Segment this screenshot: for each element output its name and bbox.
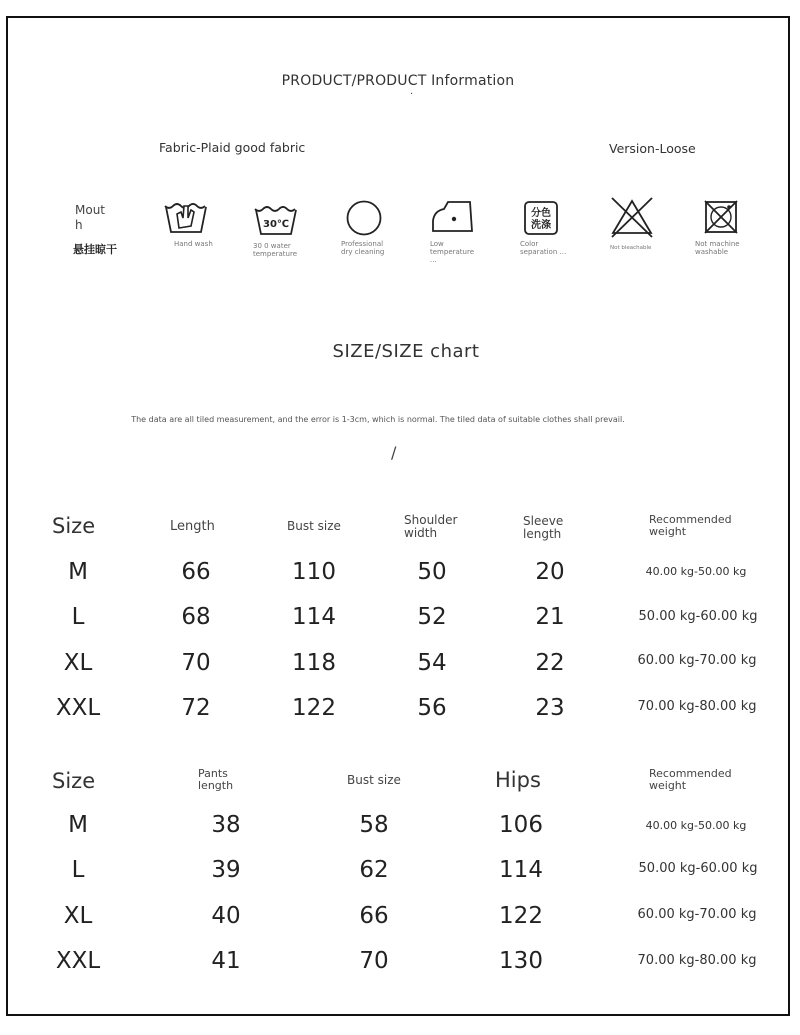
bottom-header-hips: Hips	[495, 768, 541, 792]
not-machine-washable-icon	[703, 199, 739, 235]
hand-wash-label: Hand wash	[174, 240, 213, 248]
not-machine-washable-label: Not machine washable	[695, 240, 740, 256]
bottom-header-size: Size	[52, 769, 96, 793]
bottom-cell-bust: 66	[359, 903, 389, 929]
bottom-cell-weight: 50.00 kg-60.00 kg	[638, 861, 758, 876]
bottom-cell-weight: 60.00 kg-70.00 kg	[637, 907, 757, 922]
size-chart-title: SIZE/SIZE chart	[332, 341, 480, 362]
bottom-header-bust: Bust size	[347, 773, 401, 787]
bottom-cell-bust: 58	[359, 812, 389, 838]
water-temperature-text: 30℃	[262, 219, 290, 230]
top-cell-length: 72	[181, 695, 211, 721]
bottom-cell-size: M	[68, 812, 88, 838]
top-cell-shoulder: 54	[417, 650, 447, 676]
top-header-shoulder: Shoulder width	[404, 513, 458, 540]
not-bleachable-label: Not bleachable	[610, 245, 652, 251]
bottom-cell-size: L	[71, 857, 85, 883]
top-header-sleeve: Sleeve length	[523, 514, 564, 541]
top-header-length: Length	[170, 519, 215, 534]
top-cell-length: 66	[181, 559, 211, 585]
top-cell-length: 70	[181, 650, 211, 676]
bottom-cell-hips: 122	[499, 903, 543, 929]
top-cell-sleeve: 21	[535, 604, 565, 630]
top-cell-sleeve: 23	[535, 695, 565, 721]
version-text: Version-Loose	[609, 141, 696, 156]
top-cell-shoulder: 56	[417, 695, 447, 721]
top-cell-size: M	[68, 559, 88, 585]
top-cell-bust: 118	[292, 650, 336, 676]
bottom-cell-pants-length: 40	[211, 903, 241, 929]
color-separation-icon	[522, 199, 560, 237]
hand-wash-icon	[163, 200, 209, 236]
water-temperature-icon	[253, 203, 299, 237]
page-title: PRODUCT/PRODUCT Information	[281, 73, 515, 89]
dry-cleaning-label: Professional dry cleaning	[341, 240, 385, 256]
color-separation-text-2: 洗涤	[531, 220, 551, 231]
top-cell-weight: 70.00 kg-80.00 kg	[637, 699, 757, 714]
top-header-bust: Bust size	[287, 519, 341, 533]
top-cell-shoulder: 52	[417, 604, 447, 630]
bottom-cell-size: XL	[63, 903, 93, 929]
size-chart-slash: /	[391, 443, 397, 462]
color-separation-label: Color separation ...	[520, 240, 567, 256]
bottom-cell-weight: 70.00 kg-80.00 kg	[637, 953, 757, 968]
bottom-cell-size: XXL	[55, 948, 101, 974]
size-chart-note: The data are all tiled measurement, and the error is 1-3cm, which is normal. The tiled data of suitable clothes shall prevail.	[131, 415, 625, 424]
top-cell-bust: 122	[292, 695, 336, 721]
top-cell-shoulder: 50	[417, 559, 447, 585]
top-cell-bust: 110	[292, 559, 336, 585]
top-cell-sleeve: 22	[535, 650, 565, 676]
water-temperature-label: 30 0 water temperature	[253, 242, 297, 258]
top-header-weight: Recommended weight	[649, 513, 732, 538]
bottom-cell-hips: 114	[499, 857, 543, 883]
bottom-cell-pants-length: 39	[211, 857, 241, 883]
top-cell-sleeve: 20	[535, 559, 565, 585]
top-cell-weight: 60.00 kg-70.00 kg	[637, 653, 757, 668]
hang-dry-text: 悬挂晾干	[73, 243, 117, 256]
bottom-cell-hips: 130	[499, 948, 543, 974]
iron-low-label: Low temperature ...	[430, 240, 474, 264]
bottom-cell-bust: 70	[359, 948, 389, 974]
bottom-cell-weight: 40.00 kg-50.00 kg	[645, 819, 747, 832]
mouth-text: Mout h	[75, 203, 106, 232]
title-dot: .	[410, 86, 414, 97]
not-bleachable-icon	[609, 195, 655, 239]
top-cell-weight: 50.00 kg-60.00 kg	[638, 609, 758, 624]
bottom-cell-pants-length: 41	[211, 948, 241, 974]
top-header-size: Size	[52, 514, 96, 538]
top-cell-size: XXL	[55, 695, 101, 721]
color-separation-text-1: 分色	[531, 208, 551, 219]
bottom-header-pants-length: Pants length	[198, 767, 234, 792]
fabric-text: Fabric-Plaid good fabric	[159, 140, 306, 155]
top-cell-size: L	[71, 604, 85, 630]
dry-cleaning-icon	[345, 199, 383, 237]
top-cell-bust: 114	[292, 604, 336, 630]
top-cell-size: XL	[63, 650, 93, 676]
top-cell-length: 68	[181, 604, 211, 630]
bottom-cell-pants-length: 38	[211, 812, 241, 838]
bottom-cell-hips: 106	[499, 812, 543, 838]
bottom-cell-bust: 62	[359, 857, 389, 883]
top-cell-weight: 40.00 kg-50.00 kg	[645, 565, 747, 578]
bottom-header-weight: Recommended weight	[649, 767, 732, 792]
iron-low-icon	[430, 199, 476, 235]
